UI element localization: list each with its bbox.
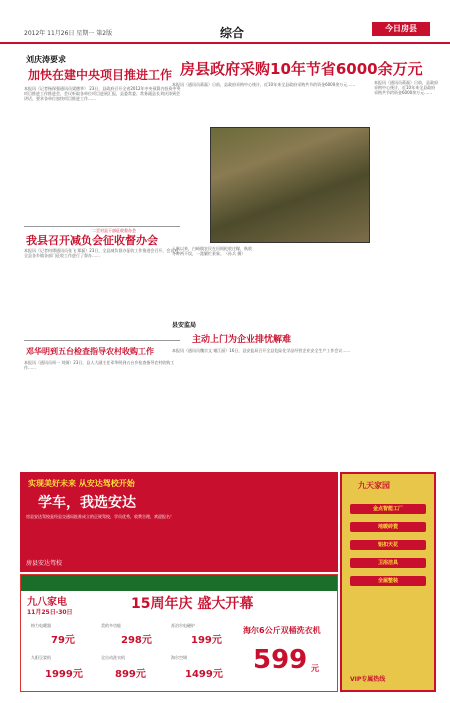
product-name: 格力电暖器 — [31, 623, 51, 628]
article1-body: 本报讯（记者杨保强通讯员梁德华） 23日，县政府召开全省2012年中央预算内投资中央项目推进工作推进会，会议听取各单位项目进展汇报，县委常委、常务副县长刘庆涛到会讲话，要求各单位加快项目推进工作…… — [24, 86, 181, 101]
ad2-tag: 地暖砖瓷 — [350, 522, 426, 532]
product-price: 1499元 — [185, 669, 223, 680]
product-price: 199元 — [191, 635, 222, 646]
driving-school-ad — [20, 472, 338, 572]
divider — [24, 340, 180, 341]
top-story-body: 本报讯（通讯员蒋磊）日前，县政府采购中心统计，近10年来全县政府采购共节约资金6000余万元…… — [172, 82, 356, 87]
ad2-tag: 全屋整装 — [350, 576, 426, 586]
product-name: 美的多功能 — [101, 623, 121, 628]
product-name: 海尔空调 — [171, 655, 187, 660]
feature-label: 海尔6公斤双桶洗衣机 — [243, 626, 321, 635]
lower-story-title: 主动上门为企业排忧解难 — [192, 335, 292, 345]
product-name: 全自动洗衣机 — [101, 655, 125, 660]
product-price: 298元 — [121, 635, 152, 646]
product-price: 899元 — [115, 669, 146, 680]
ad3-banner: 15周年庆 盛大开幕 — [131, 596, 254, 612]
news-photo — [210, 127, 370, 243]
article1-title: 加快在建中央项目推进工作 — [28, 68, 173, 82]
feature-price-unit: 元 — [311, 664, 319, 673]
ad2-brand: 九天家园 — [358, 481, 390, 490]
article2-kicker: 二至对县干部征收督办会 — [92, 228, 136, 233]
article3-body: 本报讯（通讯员周一 刘娟）23日，县人大副主任邓华明到五台乡检查指导农村收购工作…… — [24, 360, 175, 370]
lower-story-body: 本报讯（通讯员魏宗文 谢江丽）16日，县安监局召开全县危险化学品经营企业安全生产工作会议…… — [172, 348, 351, 353]
ad2-tag: 铝扣天花 — [350, 540, 426, 550]
article3-title: 邓华明到五台检查指导农村收购工作 — [26, 347, 154, 356]
home-decor-ad — [340, 472, 436, 692]
section-name: 综合 — [220, 26, 245, 40]
left-column — [20, 52, 185, 462]
lower-story — [172, 318, 438, 468]
lower-story-kicker: 县安监局 — [172, 322, 197, 329]
ad3-header-bar — [21, 575, 337, 591]
ad1-headline: 学车，我选安达 — [38, 495, 136, 511]
top-story-title: 房县政府采购10年节省6000余万元 — [180, 60, 423, 78]
product-name: 九阳豆浆机 — [31, 655, 51, 660]
article2-body: 本报讯（记者何谭通讯员张飞 郑磊）23日，全县减负督办征收工作推进会召开，会议对全县各乡镇各部门征收工作进行了督办…… — [24, 248, 179, 258]
ad3-dates: 11月25日-30日 — [27, 609, 73, 616]
ad1-slogan: 实现美好未来 从安达驾校开始 — [28, 479, 135, 488]
product-name: 苏泊尔电磁炉 — [171, 623, 195, 628]
feature-price: 599 — [253, 645, 308, 675]
side-column-text: 本报讯（通讯员蒋磊）日前，县政府采购中心统计，近10年来全县政府采购共节约资金6000余万元…… — [374, 80, 438, 95]
ad3-brand: 九八家电 — [27, 597, 67, 608]
ad1-school: 房县安达驾校 — [26, 560, 63, 567]
appliance-ad — [20, 574, 338, 692]
ad2-footer: VIP专属热线 — [350, 676, 386, 683]
ad1-body: 房县安达驾校是经县交通局批准成立的正规驾校，学员优秀，收费合理，欢迎报名！ — [26, 514, 174, 519]
ad2-tag: 金点智能工厂 — [350, 504, 426, 514]
product-price: 79元 — [51, 635, 75, 646]
photo-caption: 入秋以来，白峪镇农民在田间抢收庄稼，秋收冬种两不误，一派繁忙景象。（孙兵 摄） — [172, 246, 252, 256]
ad2-tag: 卫浴洁具 — [350, 558, 426, 568]
newspaper-logo: 今日房县 — [372, 22, 430, 36]
article1-kicker: 刘庆涛要求 — [26, 55, 66, 64]
divider — [24, 226, 180, 227]
product-price: 1999元 — [45, 669, 83, 680]
page-header — [0, 0, 450, 44]
issue-date: 2012年 11月26日 星期一 第2版 — [24, 30, 113, 37]
article2-title: 我县召开减负会征收督办会 — [26, 234, 158, 247]
